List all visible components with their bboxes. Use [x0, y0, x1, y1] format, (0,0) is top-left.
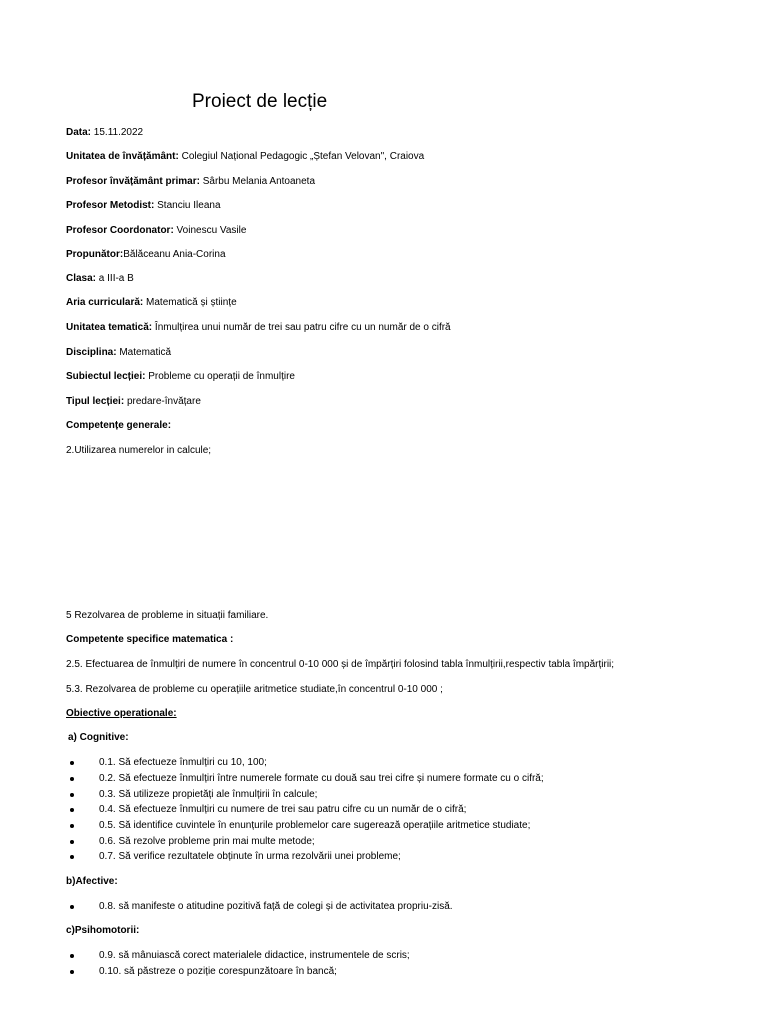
bullet-icon [70, 970, 74, 974]
heading-text: b)Afective: [66, 876, 118, 887]
field-propunator [66, 249, 226, 261]
field-value: Sârbu Melania Antoaneta [199, 176, 316, 187]
field-label: Profesor Coordonator: [66, 225, 174, 236]
bullet-icon [70, 808, 74, 812]
field-value: a III-a B [96, 273, 134, 284]
bullet-icon [70, 905, 74, 909]
list-item-text: 0.7. Să verifice rezultatele obținute în urma rezolvării unei probleme; [99, 851, 401, 862]
competenta-2: 2.Utilizarea numerelor in calcule; [66, 445, 212, 456]
list-item-text: 0.4. Să efectueze înmulțiri cu numere de trei sau patru cifre cu un număr de o cifră; [99, 804, 467, 815]
field-aria [66, 297, 237, 309]
list-item-text: 0.9. să mânuiască corect materialele didactice, instrumentele de scris; [99, 950, 410, 961]
page-title: Proiect de lecție [192, 91, 328, 112]
field-subiectul [66, 371, 295, 383]
afective-heading [66, 876, 118, 888]
field-clasa [66, 273, 134, 285]
list-item [86, 966, 337, 978]
bullet-icon [70, 840, 74, 844]
heading-text: c)Psihomotorii: [66, 925, 140, 936]
field-label: Data: [66, 127, 92, 138]
competente-generale-heading [66, 420, 171, 432]
field-label: Profesor Metodist: [66, 200, 155, 211]
list-item-text: 0.5. Să identifice cuvintele în enunțurile problemelor care sugerează operațiile aritmetice studiate; [99, 820, 531, 831]
field-value: Înmulțirea unui număr de trei sau patru cifre cu un număr de o cifră [152, 322, 451, 333]
field-label: Clasa: [66, 273, 97, 284]
field-label: Tipul lecției: [66, 396, 125, 407]
field-value: Matematică și științe [143, 297, 237, 308]
list-item [86, 836, 315, 848]
field-label: Subiectul lecției: [66, 371, 146, 382]
cognitive-heading [68, 732, 129, 744]
list-item-text: 0.1. Să efectueze înmulțiri cu 10, 100; [99, 757, 267, 768]
list-item-text: 0.3. Să utilizeze propietăți ale înmulțirii în calcule; [99, 789, 318, 800]
field-value: Matematică [116, 347, 172, 358]
bullet-icon [70, 777, 74, 781]
list-item-text: 0.10. să păstreze o poziție corespunzătoare în bancă; [99, 966, 337, 977]
competente-specifice-heading [66, 634, 233, 646]
field-profesor-coordonator [66, 225, 246, 237]
list-item [86, 804, 466, 816]
bullet-icon [70, 954, 74, 958]
field-label: Disciplina: [66, 347, 117, 358]
field-data [66, 127, 143, 139]
field-unitatea-tematica [66, 322, 451, 334]
bullet-icon [70, 761, 74, 765]
list-item-text: 0.2. Să efectueze înmulțiri între numerele formate cu două sau trei cifre și numere formate cu o cifră; [99, 773, 544, 784]
field-tipul [66, 396, 201, 408]
field-value: 15.11.2022 [91, 127, 144, 138]
list-item [86, 851, 401, 863]
field-value: Voinescu Vasile [173, 225, 247, 236]
bullet-icon [70, 855, 74, 859]
field-label: Propunător: [66, 249, 124, 260]
heading-text: a) Cognitive: [68, 732, 129, 743]
list-item [86, 820, 530, 832]
psihomotorii-heading [66, 925, 139, 937]
list-item [86, 773, 544, 785]
field-value: Bălăceanu Ania-Corina [123, 249, 226, 260]
competenta-5: 5 Rezolvarea de probleme in situații familiare. [66, 610, 269, 621]
field-label: Unitatea tematică: [66, 322, 153, 333]
field-disciplina [66, 347, 171, 359]
field-label: Unitatea de învățământ: [66, 151, 179, 162]
field-value: predare-învățare [124, 396, 201, 407]
field-value: Colegiul Național Pedagogic „Ștefan Velovan", Craiova [178, 151, 425, 162]
list-item-text: 0.8. să manifeste o atitudine pozitivă față de colegi și de activitatea propriu-zisă. [99, 901, 453, 912]
obiective-heading [66, 708, 177, 720]
specifica-2-5: 2.5. Efectuarea de înmulțiri de numere în concentrul 0-10 000 și de împărțiri folosind tabla înmulțirii,respectiv tabla împărțirii; [66, 659, 615, 670]
list-item [86, 901, 453, 913]
bullet-icon [70, 824, 74, 828]
list-item-text: 0.6. Să rezolve probleme prin mai multe metode; [99, 836, 315, 847]
field-label: Profesor învățământ primar: [66, 176, 200, 187]
field-unitatea [66, 151, 424, 163]
list-item [86, 950, 410, 962]
field-label: Aria curriculară: [66, 297, 144, 308]
list-item [86, 757, 267, 769]
field-value: Stanciu Ileana [154, 200, 221, 211]
heading-text: Competente specifice matematica : [66, 634, 234, 645]
bullet-icon [70, 793, 74, 797]
specifica-5-3: 5.3. Rezolvarea de probleme cu operațiile aritmetice studiate,în concentrul 0-10 000 ; [66, 684, 443, 695]
field-profesor-primar [66, 176, 315, 188]
field-value: Probleme cu operații de înmulțire [145, 371, 295, 382]
field-profesor-metodist [66, 200, 221, 212]
heading-text: Obiective operationale: [66, 708, 177, 719]
list-item [86, 789, 317, 801]
heading-text: Competențe generale: [66, 420, 172, 431]
